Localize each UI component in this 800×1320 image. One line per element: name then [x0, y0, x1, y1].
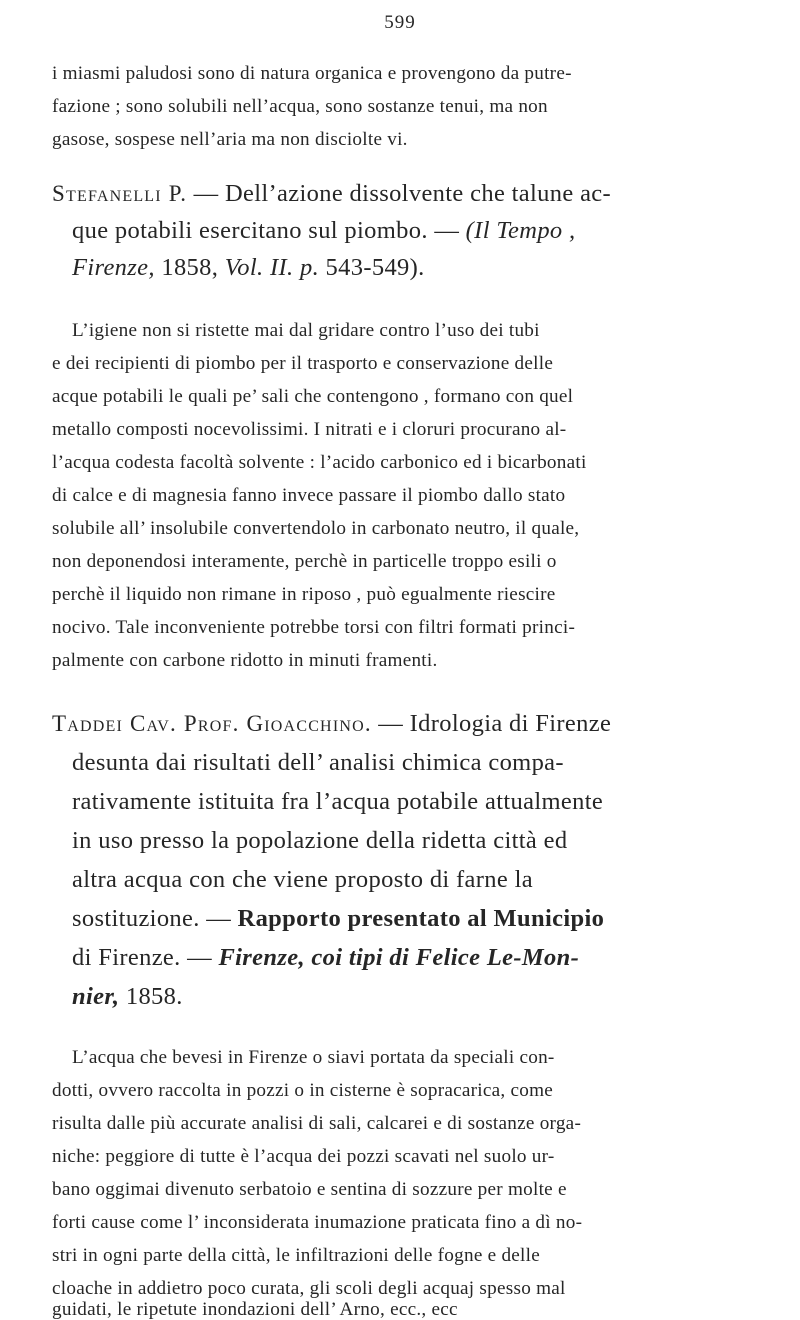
citation-pages: 543-549).: [325, 254, 425, 281]
heading-line: [72, 944, 579, 972]
entry-author: Taddei Cav. Prof. Gioacchino.: [52, 711, 372, 736]
text-line: palmente con carbone ridotto in minuti framenti.: [52, 650, 438, 671]
text-line: bano oggimai divenuto serbatoio e sentina di sozzure per molte e: [52, 1179, 567, 1200]
report-title: Rapporto presentato al Municipio: [237, 905, 605, 932]
text-line: fazione ; sono solubili nell’acqua, sono sostanze tenui, ma non: [52, 96, 548, 117]
heading-line: rativamente istituita fra l’acqua potabile attualmente: [72, 788, 604, 815]
text-line: stri in ogni parte della città, le infiltrazioni delle fogne e delle: [52, 1245, 540, 1266]
heading-line: [72, 905, 604, 933]
publisher: Firenze, coi tipi di Felice Le-Mon-: [218, 944, 580, 971]
heading-line: altra acqua con che viene proposto di farne la: [72, 866, 533, 893]
text-line: acque potabili le quali pe’ sali che contengono , formano con quel: [52, 386, 574, 407]
text-line: e dei recipienti di piombo per il trasporto e conservazione delle: [52, 353, 554, 374]
heading-line: [52, 217, 575, 245]
heading-line: [72, 254, 425, 282]
publication-year: 1858.: [125, 983, 183, 1010]
entry-title: — Idrologia di Firenze: [378, 710, 612, 737]
citation-publication: (Il Tempo ,: [465, 217, 576, 244]
text-line: metallo composti nocevolissimi. I nitrati e i cloruri procurano al-: [52, 419, 567, 440]
text-line: forti cause come l’ inconsiderata inumazione praticata fino a dì no-: [52, 1212, 583, 1233]
text-line: perchè il liquido non rimane in riposo , può egualmente riescire: [52, 584, 556, 605]
entry-title-cont: que potabili esercitano sul piombo. —: [72, 217, 460, 244]
text-line: di calce e di magnesia fanno invece passare il piombo dallo stato: [52, 485, 566, 506]
heading-line: [72, 983, 183, 1011]
citation-year: 1858,: [161, 254, 219, 281]
entry-title-end: sostituzione. —: [72, 905, 232, 932]
heading-line: desunta dai risultati dell’ analisi chimica compa-: [72, 749, 564, 776]
citation-volume: Vol. II. p.: [224, 254, 320, 281]
text-line: non deponendosi interamente, perchè in particelle troppo esili o: [52, 551, 557, 572]
text-line: cloache in addietro poco curata, gli scoli degli acquaj spesso mal: [52, 1278, 566, 1299]
heading-line: [52, 180, 611, 208]
text-line: solubile all’ insolubile convertendolo in carbonato neutro, il quale,: [52, 518, 580, 539]
citation-place: Firenze,: [72, 254, 155, 281]
report-title-cont: di Firenze. —: [72, 944, 212, 971]
entry-title: — Dell’azione dissolvente che talune ac-: [193, 180, 612, 207]
heading-line: in uso presso la popolazione della ridetta città ed: [72, 827, 568, 854]
text-line: nocivo. Tale inconveniente potrebbe torsi con filtri formati princi-: [52, 617, 576, 638]
page-number: 599: [384, 12, 416, 33]
text-line: L’igiene non si ristette mai dal gridare contro l’uso dei tubi: [72, 320, 540, 341]
text-line: niche: peggiore di tutte è l’acqua dei pozzi scavati nel suolo ur-: [52, 1146, 555, 1167]
entry-author: Stefanelli P.: [52, 181, 188, 206]
text-line: guidati, le ripetute inondazioni dell’ Arno, ecc., ecc: [52, 1299, 458, 1320]
text-line: risulta dalle più accurate analisi di sali, calcarei e di sostanze orga-: [52, 1113, 582, 1134]
text-line: i miasmi paludosi sono di natura organica e provengono da putre-: [52, 63, 572, 84]
text-line: L’acqua che bevesi in Firenze o siavi portata da speciali con-: [72, 1047, 555, 1068]
text-line: dotti, ovvero raccolta in pozzi o in cisterne è sopracarica, come: [52, 1080, 554, 1101]
text-line: gasose, sospese nell’aria ma non disciolte vi.: [52, 129, 408, 150]
text-line: l’acqua codesta facoltà solvente : l’acido carbonico ed i bicarbonati: [52, 452, 587, 473]
publisher-cont: nier,: [72, 983, 120, 1010]
heading-line: [52, 710, 611, 738]
